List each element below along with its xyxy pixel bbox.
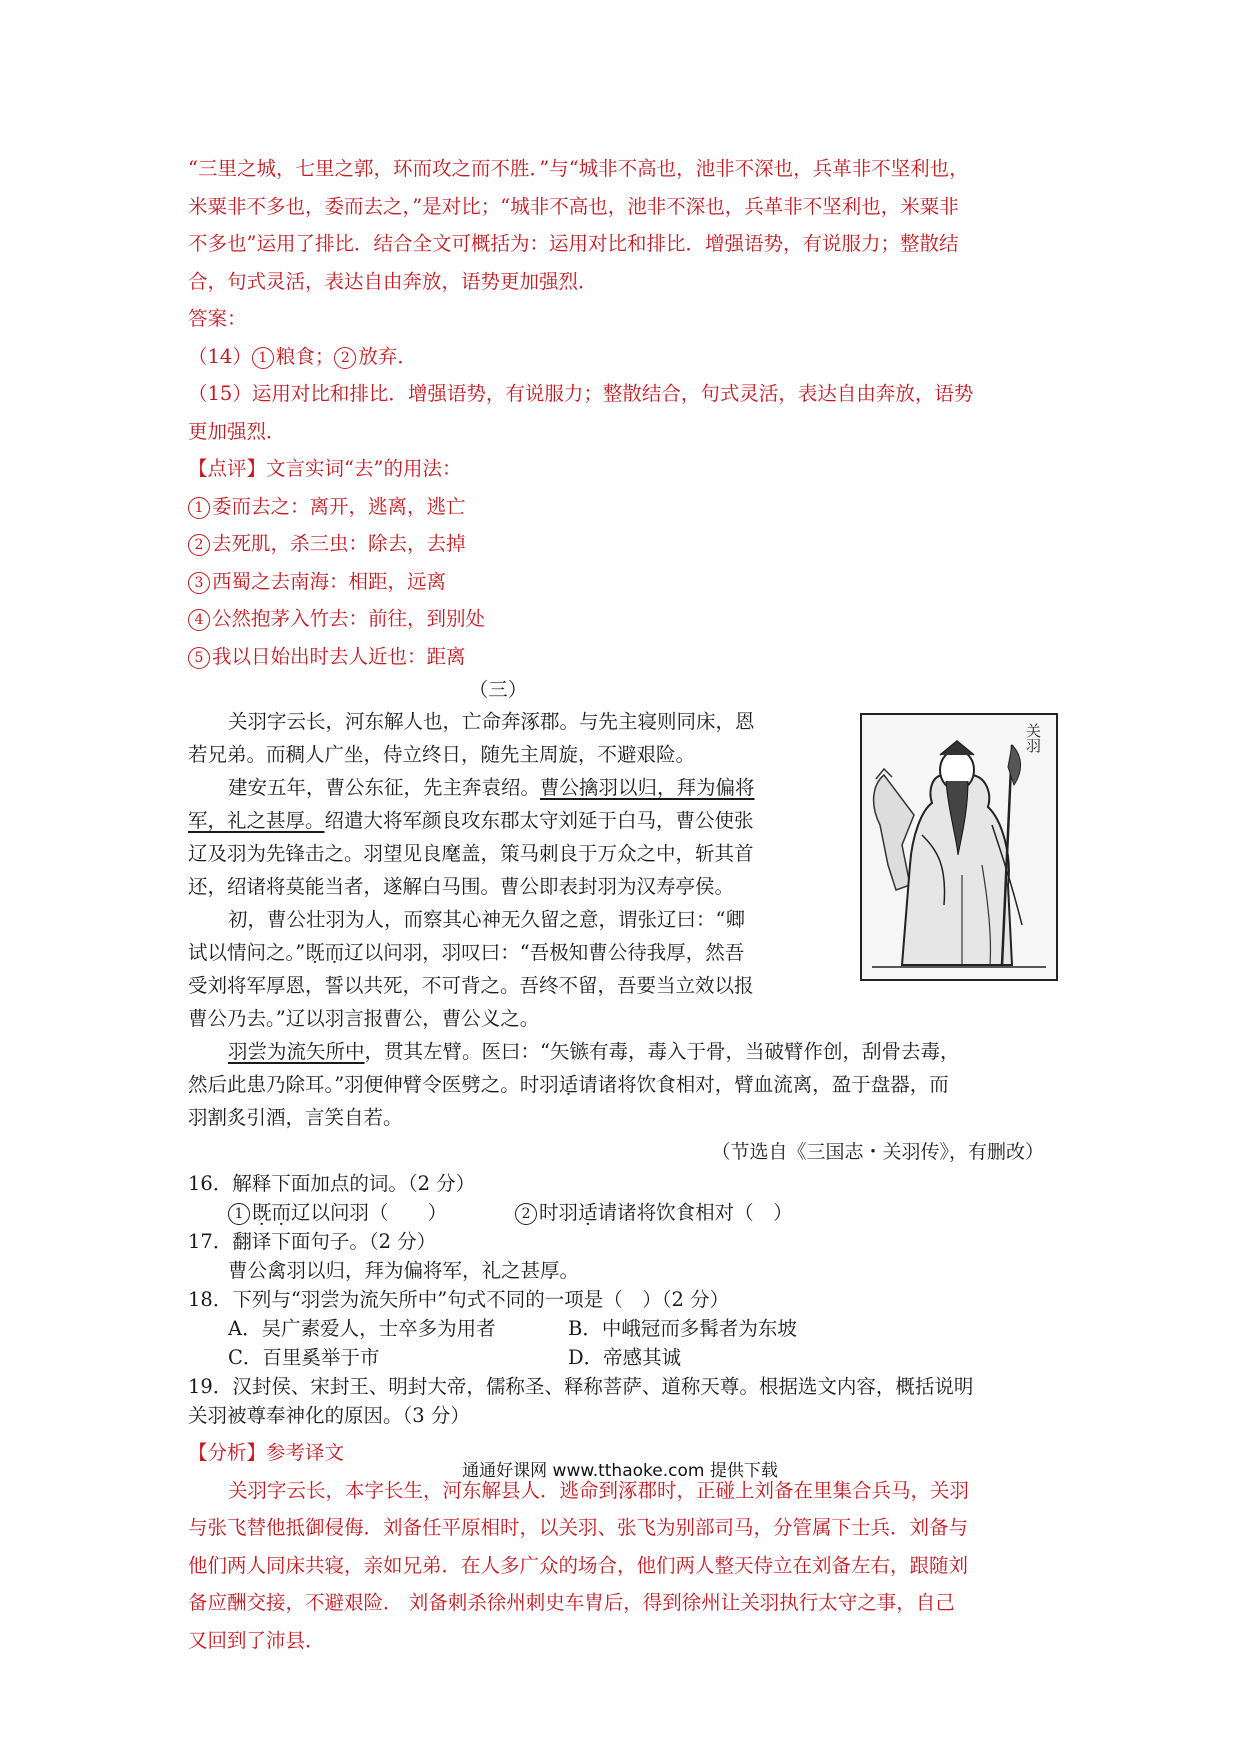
questions bbox=[188, 1169, 1058, 1430]
underlined-text: 军，礼之甚厚。 bbox=[188, 809, 325, 832]
question-16: 16．解释下面加点的词。（2 分） bbox=[188, 1172, 476, 1195]
circled-number-icon: 1 bbox=[252, 347, 274, 369]
comment-item bbox=[188, 563, 1058, 601]
passage-text: 然后此患乃除耳。”羽便伸臂令医劈之。时羽 bbox=[188, 1073, 559, 1096]
dotted-word: 适 bbox=[578, 1201, 598, 1224]
question-16-items bbox=[188, 1198, 1058, 1227]
comment-item-text: 我以日始出时去人近也：距离 bbox=[212, 644, 466, 668]
question-19: 关羽被尊奉神化的原因。（3 分） bbox=[188, 1404, 470, 1427]
option-d: D．帝感其诚 bbox=[568, 1346, 682, 1369]
answer-15-line: （15）运用对比和排比．增强语势，有说服力；整散结合，句式灵活，表达自由奔放，语势 bbox=[188, 382, 974, 405]
passage-line bbox=[188, 771, 873, 804]
answer-14-num: （14） bbox=[188, 344, 252, 368]
passage-line bbox=[188, 804, 833, 837]
comment-item bbox=[188, 525, 1058, 563]
passage-text: ，贯其左臂。医曰：“矢镞有毒，毒入于骨，当破臂作创，刮骨去毒， bbox=[364, 1040, 960, 1063]
page-footer: 通通好课网 www.tthaoke.com 提供下载 bbox=[462, 1461, 778, 1481]
warrior-illustration-icon bbox=[862, 715, 1056, 979]
answer-14-text2: 放弃． bbox=[358, 344, 417, 368]
question-text: 时羽 bbox=[539, 1201, 579, 1224]
option-b: B．中峨冠而多髯者为东坡 bbox=[568, 1317, 797, 1340]
comment-item bbox=[188, 600, 1058, 638]
passage-text: 试以情问之。” bbox=[188, 941, 306, 964]
passage-text: 请诸将饮食相对，臂血流离，盈于盘器，而 bbox=[578, 1073, 949, 1096]
passage-line: 受刘将军厚恩，誓以共死，不可背之。吾终不留，吾要当立效以报 bbox=[188, 974, 754, 997]
option-c: C．百里奚举于市 bbox=[228, 1346, 380, 1369]
question-17: 17．翻译下面句子。（2 分） bbox=[188, 1230, 437, 1253]
analysis-label: 【分析】参考译文 bbox=[188, 1441, 345, 1464]
translation-line: 又回到了沛县． bbox=[188, 1628, 325, 1652]
question-text: 辽以问羽（ ） bbox=[291, 1201, 448, 1224]
comment-item-text: 西蜀之去南海：相距，远离 bbox=[212, 569, 447, 593]
passage-line: 若兄弟。而稠人广坐，侍立终日，随先主周旋，不避艰险。 bbox=[188, 743, 696, 766]
passage-text: 辽以问羽，羽叹曰：“吾极知曹公待我厚，然吾 bbox=[344, 941, 745, 964]
passage-line bbox=[188, 1035, 1058, 1068]
analysis-top bbox=[188, 150, 1058, 300]
dotted-word: 既 bbox=[305, 941, 325, 964]
circled-number-icon: 4 bbox=[188, 609, 210, 631]
passage-line: 初，曹公壮羽为人，而察其心神无久留之意，谓张辽曰：“卿 bbox=[228, 908, 745, 931]
dotted-word: 既 bbox=[252, 1201, 272, 1224]
passage-line: 羽割炙引酒，言笑自若。 bbox=[188, 1106, 403, 1129]
circled-number-icon: 1 bbox=[188, 497, 210, 519]
guan-yu-illustration bbox=[860, 713, 1058, 981]
translation-line: 他们两人同床共寝，亲如兄弟．在人多广众的场合，他们两人整天侍立在刘备左右，跟随刘 bbox=[188, 1553, 969, 1577]
underlined-text: 羽尝为流矢所中 bbox=[228, 1040, 365, 1063]
circled-number-icon: 5 bbox=[188, 647, 210, 669]
passage-line: 辽及羽为先锋击之。羽望见良麾盖，策马刺良于万众之中，斩其首 bbox=[188, 842, 754, 865]
comment-item bbox=[188, 488, 1058, 526]
passage-source: （节选自《三国志・关羽传》，有删改） bbox=[711, 1141, 1044, 1163]
passage-text: 绍遣大将军颜良攻东郡太守刘延于白马，曹公使张 bbox=[324, 809, 754, 832]
passage-text: 建安五年，曹公东征，先主奔袁绍。 bbox=[228, 776, 541, 799]
dotted-word: 而 bbox=[271, 1201, 292, 1224]
analysis-line: “三里之城，七里之郭，环而攻之而不胜．”与“城非不高也，池非不深也，兵革非不坚利也， bbox=[188, 157, 969, 180]
passage bbox=[188, 705, 1058, 1169]
question-17-sentence bbox=[188, 1256, 1058, 1285]
question-18: 18．下列与“羽尝为流矢所中”句式不同的一项是（ ）（2 分） bbox=[188, 1288, 730, 1311]
analysis-line: 合，句式灵活，表达自由奔放，语势更加强烈． bbox=[188, 269, 598, 293]
question-text: 请诸将饮食相对（ ） bbox=[597, 1201, 793, 1224]
comment-item bbox=[188, 638, 1058, 676]
passage-line bbox=[188, 1068, 1058, 1101]
circled-number-icon: 1 bbox=[228, 1203, 250, 1225]
answer-15-line: 更加强烈． bbox=[188, 419, 286, 443]
section-title: （三） bbox=[468, 678, 528, 701]
comment-label: 【点评】文言实词“去”的用法： bbox=[188, 457, 462, 480]
underlined-text: 曹公擒羽以归，拜为偏将 bbox=[540, 776, 755, 799]
passage-line: 关羽字云长，河东解人也，亡命奔涿郡。与先主寝则同床，恩 bbox=[228, 710, 755, 733]
dotted-word: 适 bbox=[558, 1073, 579, 1096]
passage-line bbox=[188, 936, 833, 969]
document-page bbox=[188, 150, 1058, 1659]
answer-14 bbox=[188, 338, 1058, 376]
option-a: A．吴广素爱人，士卒多为用者 bbox=[228, 1317, 496, 1340]
question-18-options bbox=[188, 1343, 1058, 1372]
comment-item-text: 委而去之：离开，逃离，逃亡 bbox=[212, 494, 466, 518]
circled-number-icon: 2 bbox=[515, 1203, 537, 1225]
answer-14-text1: 粮食； bbox=[275, 344, 335, 368]
question-19: 19．汉封侯、宋封王、明封大帝，儒称圣、释称菩萨、道称天尊。根据选文内容，概括说明 bbox=[188, 1375, 974, 1398]
comment-item-text: 公然抱茅入竹去：前往，到别处 bbox=[212, 607, 486, 630]
dotted-word: 而 bbox=[324, 941, 345, 964]
analysis-line: 不多也”运用了排比．结合全文可概括为：运用对比和排比．增强语势，有说服力；整散结 bbox=[188, 232, 959, 255]
circled-number-icon: 2 bbox=[188, 534, 210, 556]
illustration-caption: 关羽 bbox=[1024, 723, 1042, 753]
translation-text: 关羽字云长，本字长生，河东解县人．逃命到涿郡时，正碰上刘备在里集合兵马，关羽 bbox=[228, 1478, 970, 1502]
comment-item-text: 去死肌，杀三虫：除去，去掉 bbox=[212, 532, 466, 555]
answer-label: 答案： bbox=[188, 307, 247, 330]
passage-line: 还，绍诸将莫能当者，遂解白马围。曹公即表封羽为汉寿亭侯。 bbox=[188, 875, 735, 898]
question-text: 曹公禽羽以归，拜为偏将军，礼之甚厚。 bbox=[228, 1259, 580, 1282]
translation-line: 备应酬交接，不避艰险． 刘备刺杀徐州刺史车胄后，得到徐州让关羽执行太守之事，自己 bbox=[188, 1591, 955, 1614]
translation-line: 与张飞替他抵御侵侮．刘备任平原相时，以关羽、张飞为别部司马，分管属下士兵．刘备与 bbox=[188, 1516, 969, 1539]
circled-number-icon: 2 bbox=[334, 347, 356, 369]
passage-line: 曹公乃去。”辽以羽言报曹公，曹公义之。 bbox=[188, 1007, 540, 1030]
circled-number-icon: 3 bbox=[188, 572, 210, 594]
analysis-line: 米粟非不多也，委而去之，”是对比；“城非不高也，池非不深也，兵革非不坚利也，米粟非 bbox=[188, 194, 959, 218]
question-18-options bbox=[188, 1314, 1058, 1343]
